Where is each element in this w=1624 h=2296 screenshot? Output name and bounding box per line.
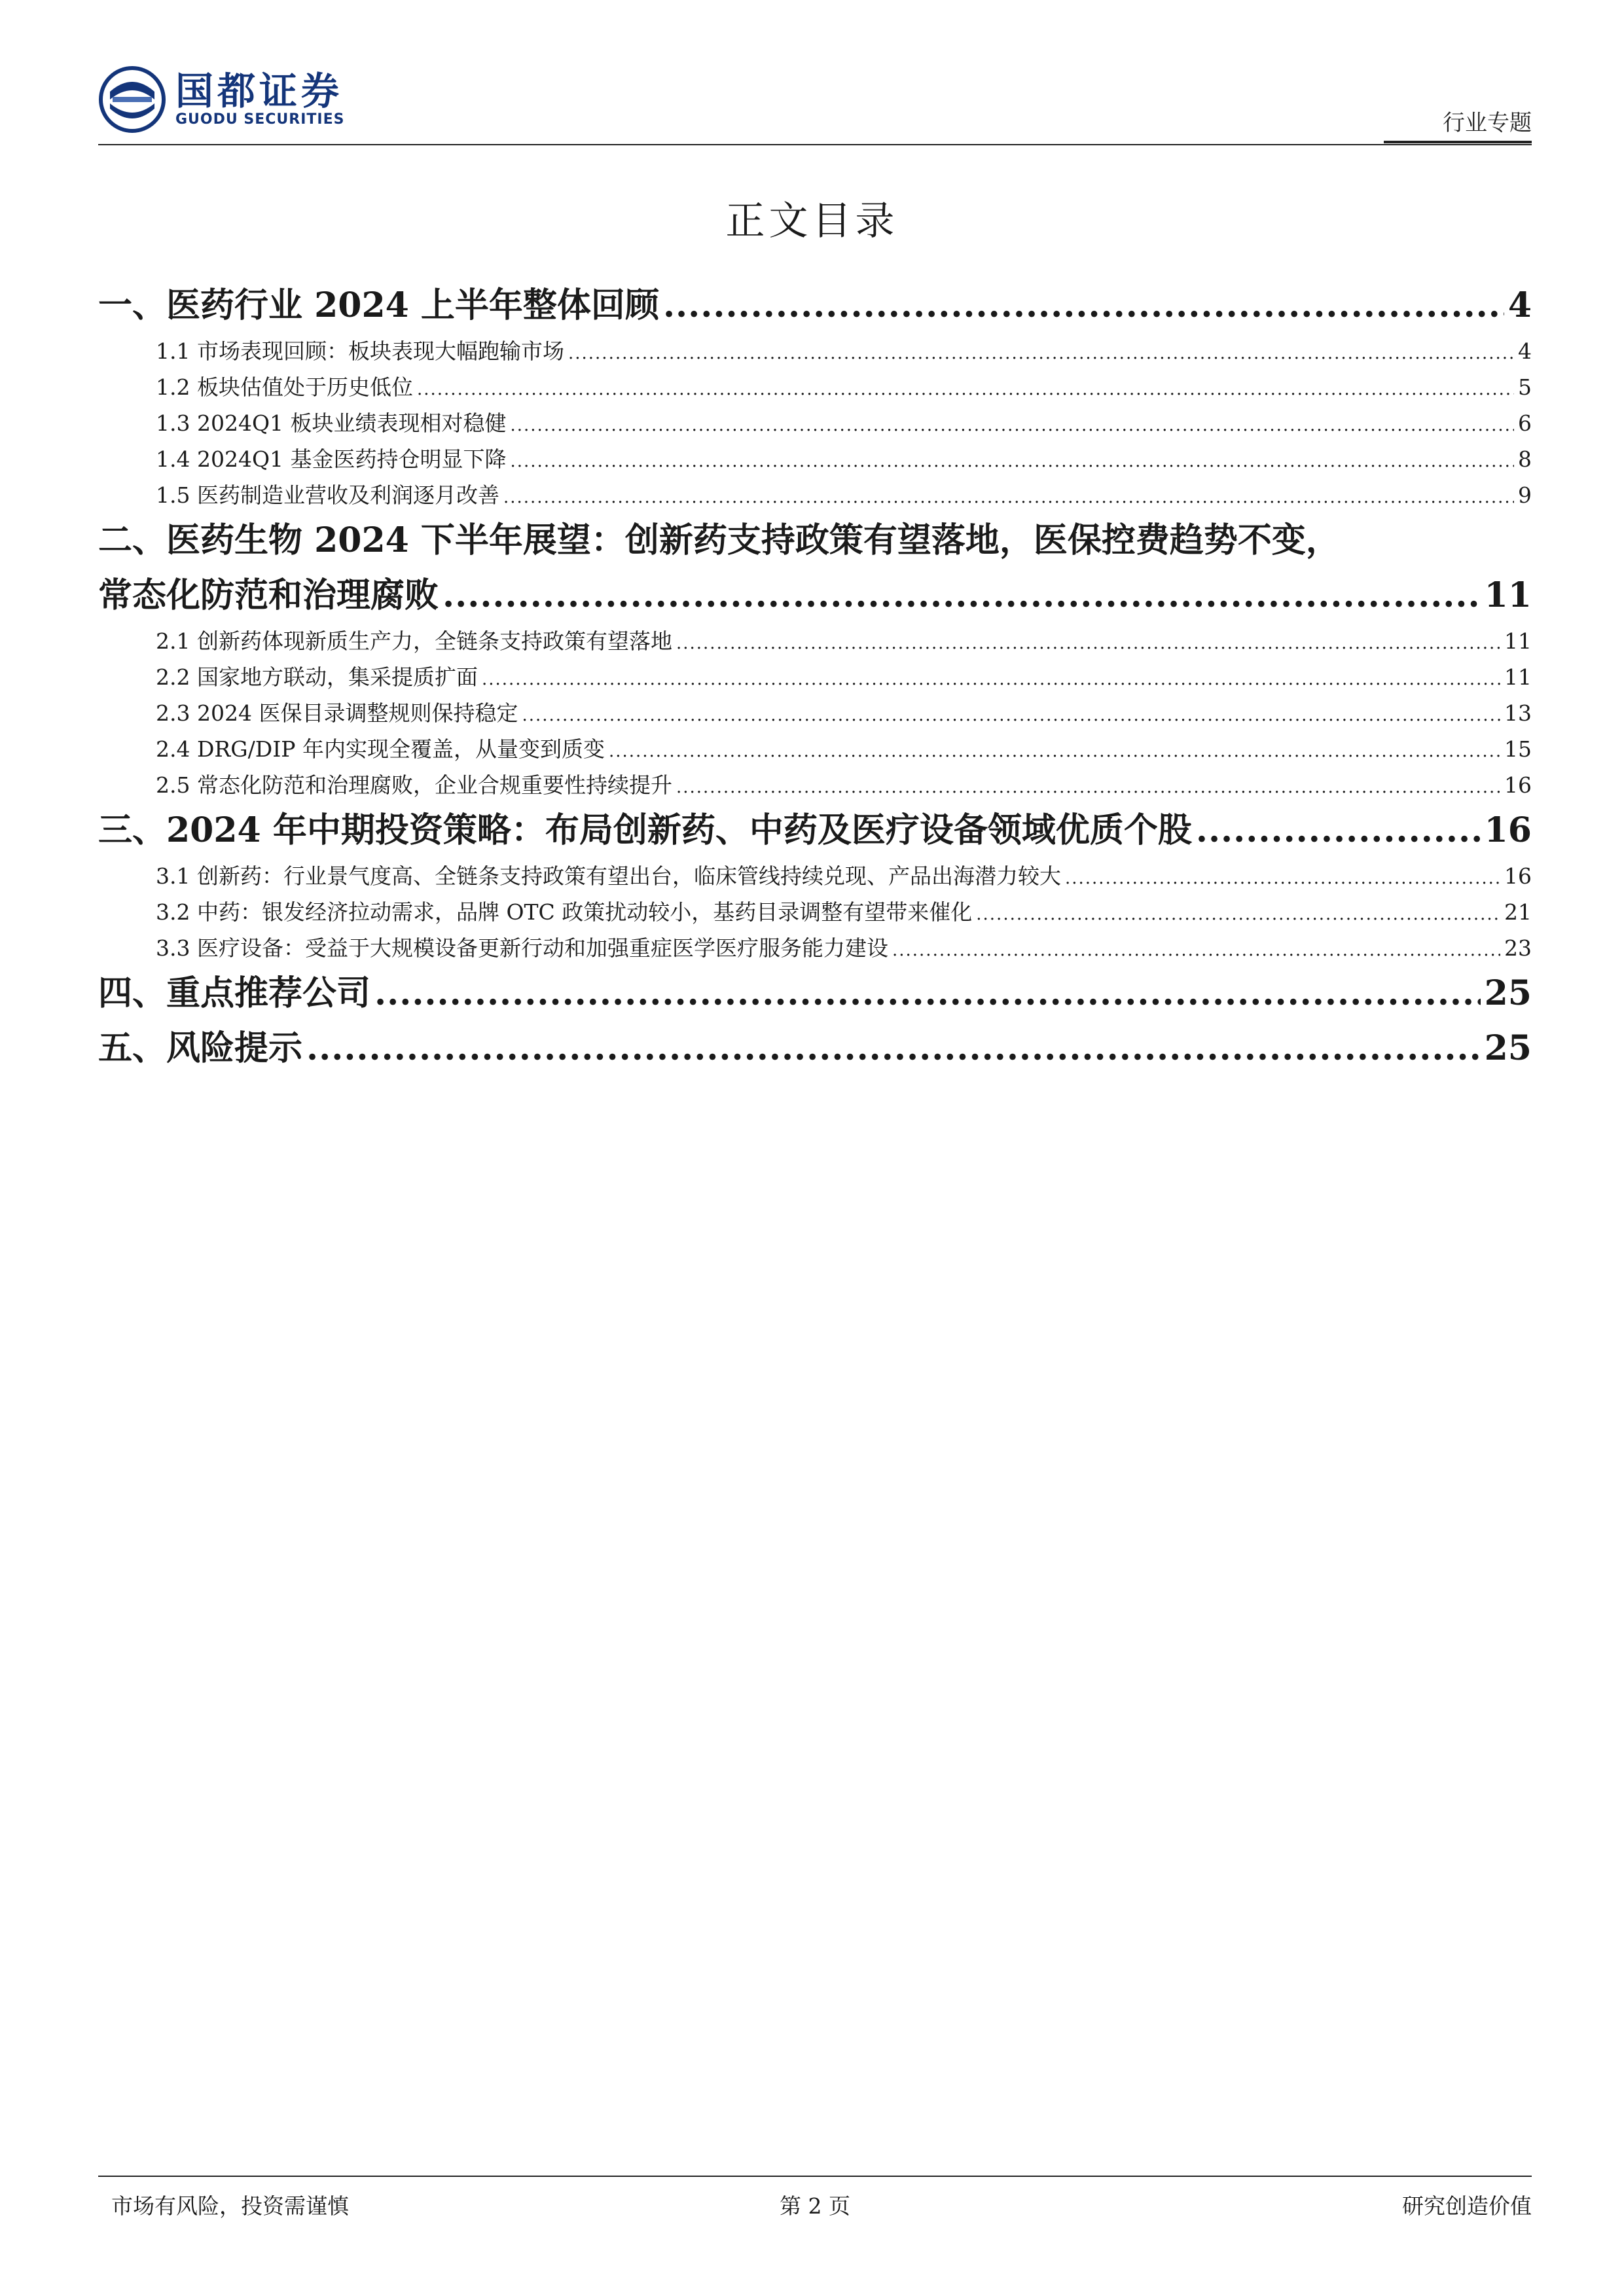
dot-leader [892,933,1500,969]
toc-entry-page: 25 [1484,1028,1532,1068]
dot-leader [976,897,1500,933]
toc-entry-label: 常态化防范和治理腐败 [98,575,439,615]
dot-leader [306,1021,1481,1076]
dot-leader [442,568,1481,623]
toc-entry-2-4[interactable] [98,731,1532,767]
report-type-tag: 行业专题 [1384,105,1532,143]
toc-entry-5[interactable] [98,1021,1532,1076]
toc-entry-1-3[interactable] [98,405,1532,441]
page-header [98,65,1532,147]
toc-entry-3-1[interactable] [98,858,1532,894]
toc-entry-3-3[interactable] [98,930,1532,966]
toc-entry-1-2[interactable] [98,369,1532,405]
company-logo [98,65,344,134]
toc-entry-3-2[interactable] [98,894,1532,930]
guodu-logo-icon [98,65,166,134]
toc-entry-1-1[interactable] [98,333,1532,369]
dot-leader [1065,861,1500,897]
toc-entry-label: 四、重点推荐公司 [98,973,371,1013]
table-of-contents [98,278,1532,1076]
toc-entry-label-line1: 二、医药生物 2024 下半年展望：创新药支持政策有望落地，医保控费趋势不变， [98,520,1340,560]
toc-entry-3[interactable] [98,803,1532,858]
toc-entry-page: 9 [1518,482,1532,508]
toc-entry-2-2[interactable] [98,659,1532,695]
toc-entry-label: 1.4 2024Q1 基金医药持仓明显下降 [156,446,507,472]
dot-leader [676,626,1500,662]
header-divider [98,144,1532,145]
toc-entry-label: 3.1 创新药：行业景气度高、全链条支持政策有望出台，临床管线持续兑现、产品出海潜力较大 [156,863,1061,889]
dot-leader [609,734,1500,770]
toc-entry-label: 三、2024 年中期投资策略：布局创新药、中药及医疗设备领域优质个股 [98,810,1192,850]
toc-entry-page: 4 [1518,338,1532,364]
toc-entry-label: 2.3 2024 医保目录调整规则保持稳定 [156,700,518,726]
toc-entry-1-5[interactable] [98,477,1532,513]
toc-entry-label: 五、风险提示 [98,1028,303,1068]
dot-leader [568,336,1514,372]
toc-entry-page: 5 [1518,374,1532,400]
logo-english-name: GUODU SECURITIES [175,111,345,128]
toc-entry-page: 16 [1504,863,1532,889]
toc-entry-2-5[interactable] [98,767,1532,803]
toc-entry-page: 11 [1504,664,1532,690]
page-number: 第 2 页 [780,2193,850,2219]
toc-entry-page: 21 [1504,899,1532,925]
dot-leader [522,698,1500,734]
toc-entry-label: 2.4 DRG/DIP 年内实现全覆盖，从量变到质变 [156,736,605,762]
toc-entry-label: 3.2 中药：银发经济拉动需求，品牌 OTC 政策扰动较小，基药目录调整有望带来催化 [156,899,973,925]
toc-entry-label: 一、医药行业 2024 上半年整体回顾 [98,285,659,325]
toc-entry-page: 4 [1507,285,1532,325]
toc-entry-label: 1.5 医药制造业营收及利润逐月改善 [156,482,499,508]
dot-leader [503,480,1514,516]
toc-entry-1-4[interactable] [98,441,1532,477]
toc-entry-label: 1.3 2024Q1 板块业绩表现相对稳健 [156,410,507,436]
dot-leader [417,372,1514,408]
dot-leader [663,278,1504,333]
dot-leader [676,770,1500,806]
toc-entry-4[interactable] [98,966,1532,1021]
toc-entry-page: 16 [1504,772,1532,798]
logo-chinese-name: 国都证券 [175,69,344,113]
toc-entry-page: 13 [1504,700,1532,726]
dot-leader [482,662,1500,698]
dot-leader [1196,803,1481,858]
toc-entry-page: 23 [1504,935,1532,961]
toc-entry-page: 8 [1518,446,1532,472]
toc-entry-2-1[interactable] [98,623,1532,659]
toc-entry-label: 1.1 市场表现回顾：板块表现大幅跑输市场 [156,338,564,364]
toc-entry-1[interactable] [98,278,1532,333]
dot-leader [374,966,1481,1021]
footer-divider [98,2176,1532,2177]
toc-entry-page: 15 [1504,736,1532,762]
toc-entry-page: 11 [1484,575,1532,615]
dot-leader [511,444,1515,480]
toc-entry-page: 25 [1484,973,1532,1013]
risk-disclaimer: 市场有风险，投资需谨慎 [111,2193,349,2219]
toc-entry-page: 16 [1484,810,1532,850]
toc-entry-page: 6 [1518,410,1532,436]
page-title: 正文目录 [725,198,899,244]
dot-leader [511,408,1515,444]
toc-entry-label: 2.5 常态化防范和治理腐败，企业合规重要性持续提升 [156,772,672,798]
toc-entry-page: 11 [1504,628,1532,654]
toc-entry-label: 1.2 板块估值处于历史低位 [156,374,413,400]
toc-entry-label: 2.1 创新药体现新质生产力，全链条支持政策有望落地 [156,628,672,654]
toc-entry-2-3[interactable] [98,695,1532,731]
toc-entry-label: 2.2 国家地方联动，集采提质扩面 [156,664,478,690]
toc-entry-2[interactable] [98,513,1532,623]
slogan: 研究创造价值 [1402,2193,1532,2219]
toc-entry-label: 3.3 医疗设备：受益于大规模设备更新行动和加强重症医学医疗服务能力建设 [156,935,888,961]
